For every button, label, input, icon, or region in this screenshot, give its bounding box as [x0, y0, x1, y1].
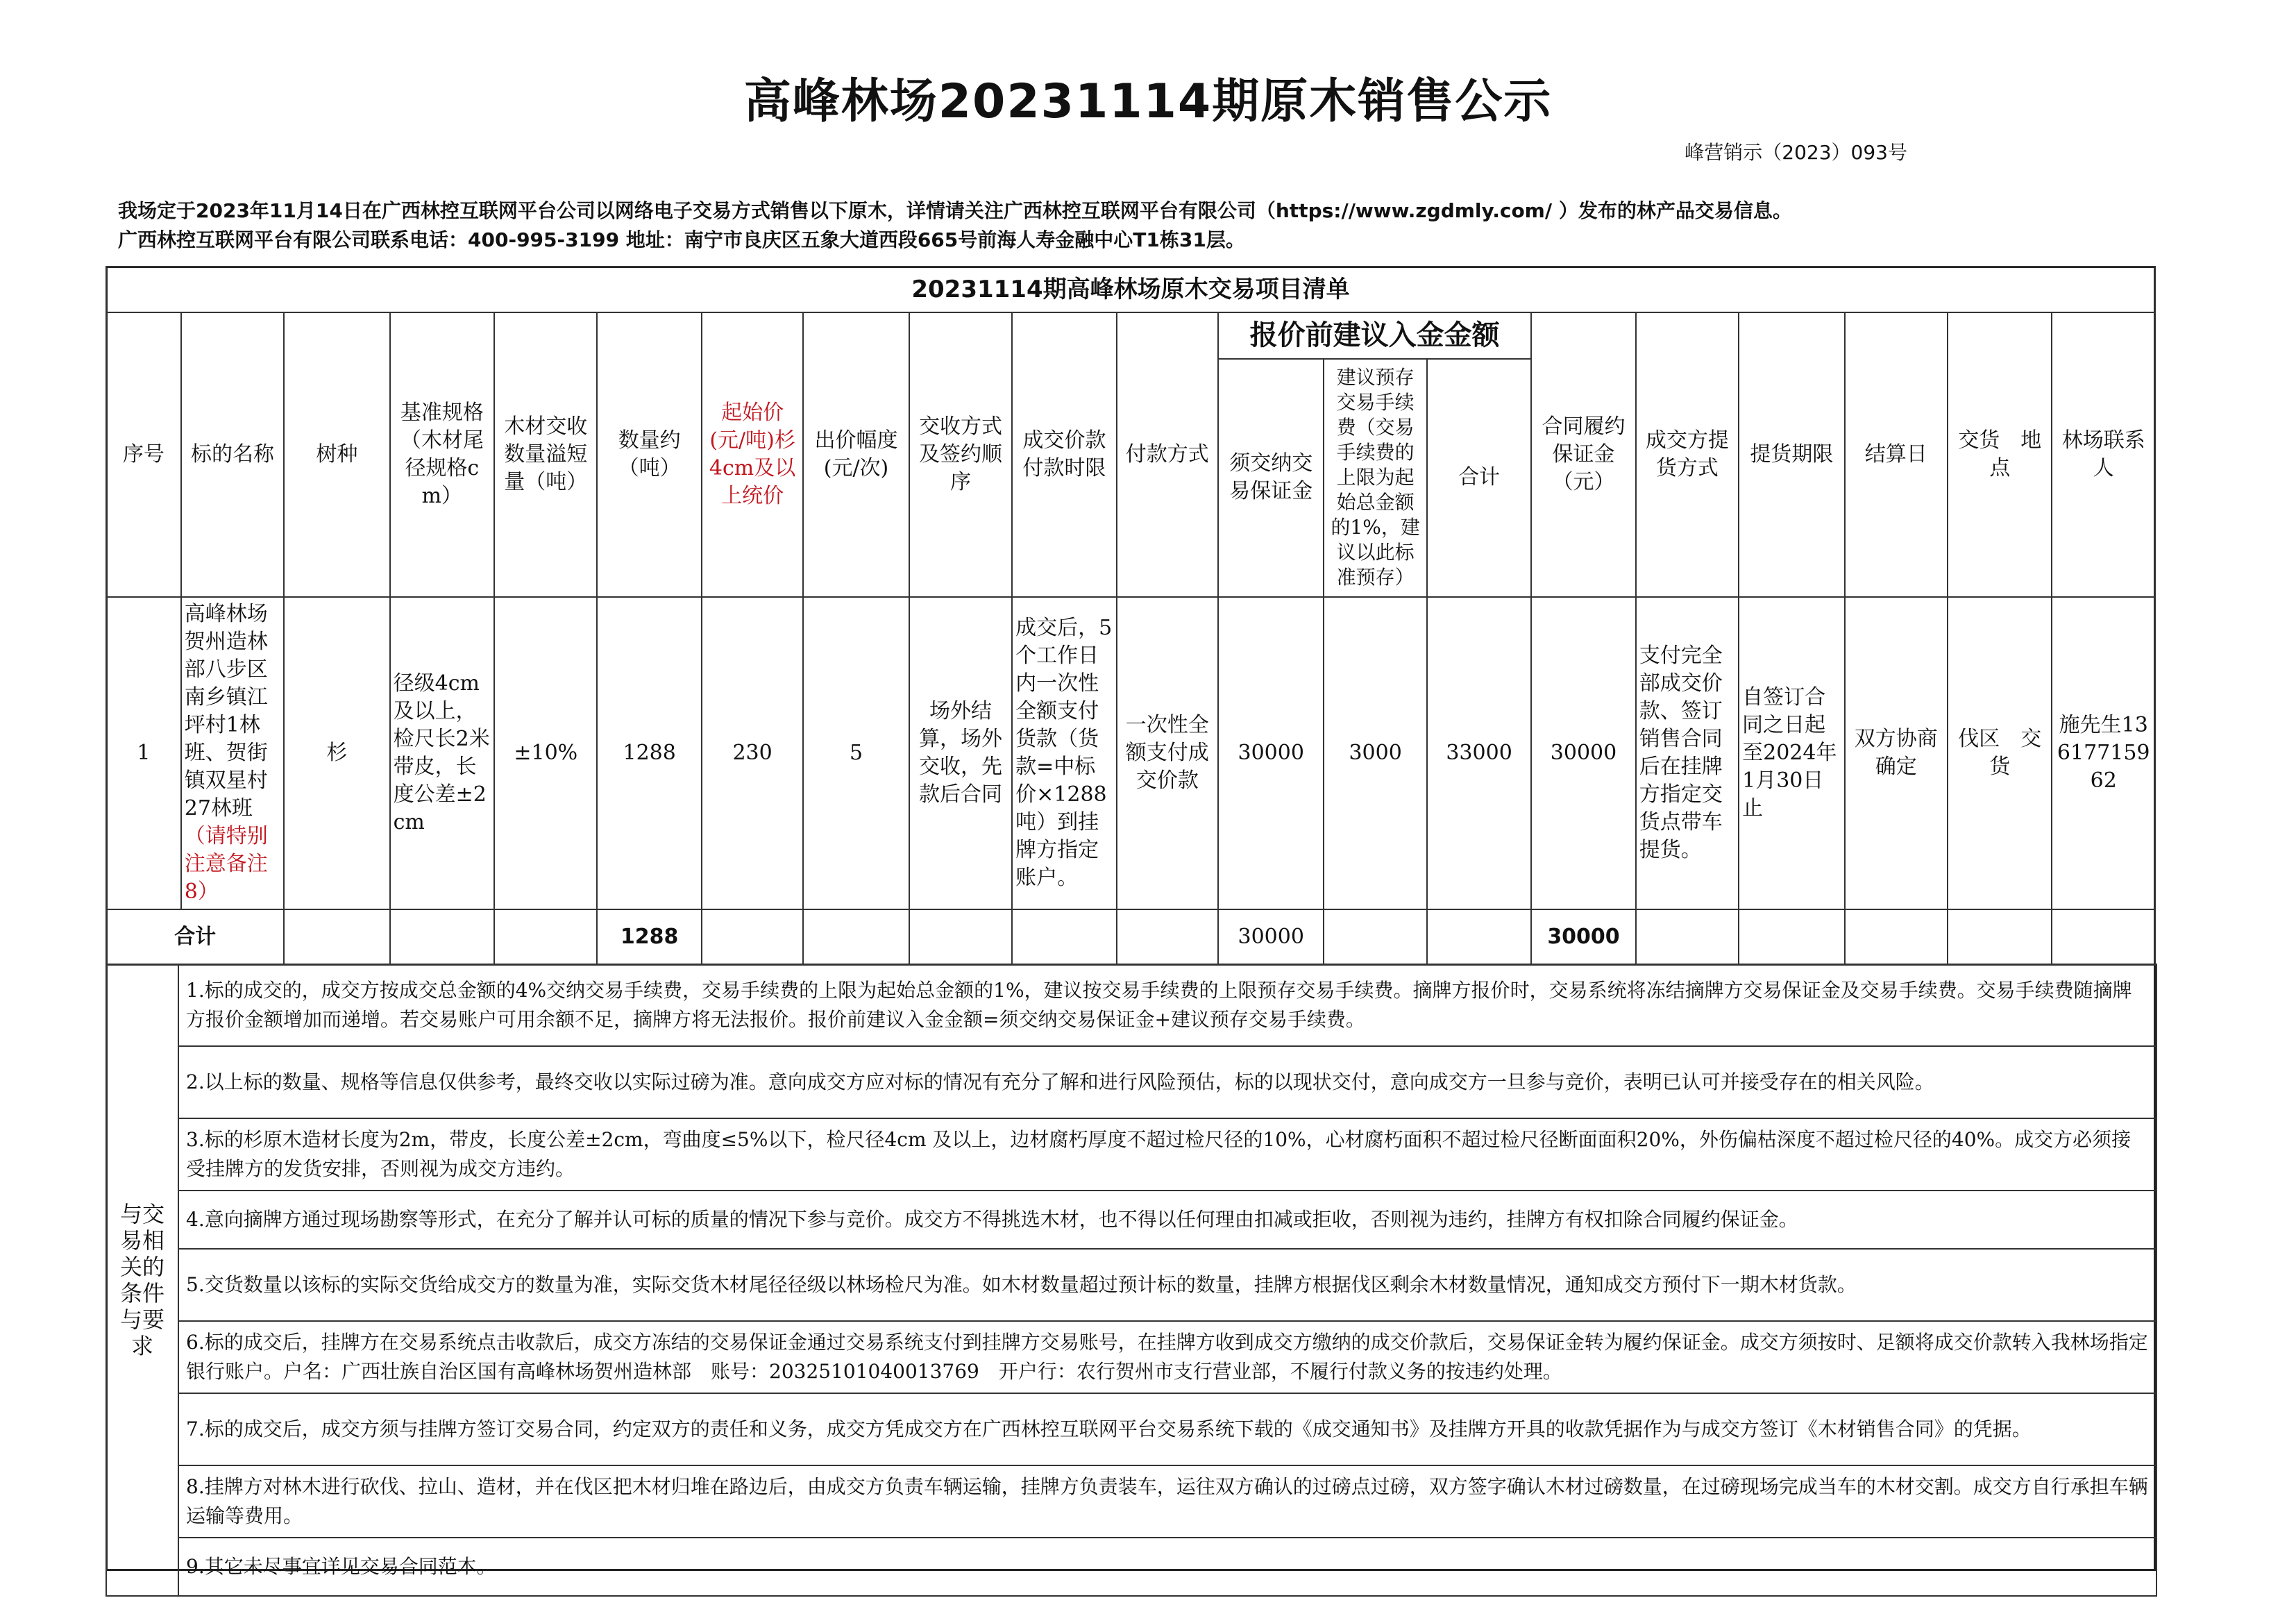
- conditions-table: [105, 964, 2157, 1597]
- document-number: 峰营销示（2023）093号: [1685, 141, 1907, 164]
- header-seq: 序号: [106, 312, 181, 597]
- header-group-prepay: 报价前建议入金金额: [1218, 312, 1531, 359]
- intro-line-2: 广西林控互联网平台有限公司联系电话：400-995-3199 地址：南宁市良庆区五象大道西段665号前海人寿金融中心T1栋31层。: [118, 228, 1245, 251]
- header-deposit: 须交纳交易保证金: [1218, 359, 1324, 597]
- total-empty-species: [284, 909, 389, 965]
- header-increment: 出价幅度(元/次): [803, 312, 909, 597]
- cell-contact: 施先生13617715962: [2052, 597, 2155, 909]
- total-empty-period: [1739, 909, 1844, 965]
- header-name: 标的名称: [181, 312, 284, 597]
- header-start-price: 起始价(元/吨)杉4cm及以上统价: [702, 312, 803, 597]
- table-row: [106, 597, 2155, 909]
- header-settle-day: 结算日: [1845, 312, 1948, 597]
- total-performance: 30000: [1531, 909, 1635, 965]
- header-location: 交货 地点: [1948, 312, 2052, 597]
- total-empty-tolerance: [494, 909, 597, 965]
- cell-name-note: （请特别注意备注8）: [184, 824, 268, 904]
- header-tolerance: 木材交收数量溢短量（吨）: [494, 312, 597, 597]
- header-fee: 建议预存交易手续费（交易手续费的上限为起始总金额的1%，建议以此标准预存）: [1324, 359, 1426, 597]
- header-contact: 林场联系人: [2052, 312, 2155, 597]
- intro-line-1: 我场定于2023年11月14日在广西林控互联网平台公司以网络电子交易方式销售以下原木，详情请关注广西林控互联网平台有限公司（https://www.zgdmly.com/ ）发布的林产品交易信息。: [118, 199, 1792, 222]
- condition-item: 2.以上标的数量、规格等信息仅供参考，最终交收以实际过磅为准。意向成交方应对标的情况有充分了解和进行风险预估，标的以现状交付，意向成交方一旦参与竞价，表明已认可并接受存在的相关风险。: [178, 1046, 2156, 1118]
- total-label: 合计: [106, 909, 284, 965]
- condition-item: 1.标的成交的，成交方按成交总金额的4%交纳交易手续费，交易手续费的上限为起始总金额的1%，建议按交易手续费的上限预存交易手续费。摘牌方报价时，交易系统将冻结摘牌方交易保证金及交易手续费。交易手续费随摘牌方报价金额增加而递增。若交易账户可用余额不足，摘牌方将无法报价。报价前建议入金金额=须交纳交易保证金+建议预存交易手续费。: [178, 964, 2156, 1046]
- total-empty-contact: [2052, 909, 2155, 965]
- cell-settle-day: 双方协商确定: [1845, 597, 1948, 909]
- items-table: [105, 266, 2156, 966]
- condition-item: 4.意向摘牌方通过现场勘察等形式，在充分了解并认可标的质量的情况下参与竞价。成交方不得挑选木材，也不得以任何理由扣减或拒收，否则视为违约，挂牌方有权扣除合同履约保证金。: [178, 1191, 2156, 1249]
- cell-increment: 5: [803, 597, 909, 909]
- total-empty-pickup: [1636, 909, 1739, 965]
- condition-item: 9.其它未尽事宜详见交易合同范本。: [178, 1538, 2156, 1596]
- cell-delivery-mode: 场外结算，场外交收，先款后合同: [909, 597, 1012, 909]
- condition-item: 6.标的成交后，挂牌方在交易系统点击收款后，成交方冻结的交易保证金通过交易系统支付到挂牌方交易账号，在挂牌方收到成交方缴纳的成交价款后，交易保证金转为履约保证金。成交方须按时、足额将成交价款转入我林场指定银行账户。户名：广西壮族自治区国有高峰林场贺州造林部 账号：20325101040013769 开户行：农行贺州市支行营业部，不履行付款义务的按违约处理。: [178, 1321, 2156, 1393]
- header-species: 树种: [284, 312, 389, 597]
- cell-species: 杉: [284, 597, 389, 909]
- condition-item: 8.挂牌方对林木进行砍伐、拉山、造材，并在伐区把木材归堆在路边后，由成交方负责车辆运输，挂牌方负责装车，运往双方确认的过磅点过磅，双方签字确认木材过磅数量，在过磅现场完成当车的木材交割。成交方自行承担车辆运输等费用。: [178, 1465, 2156, 1538]
- cell-pickup-period: 自签订合同之日起至2024年1月30日止: [1739, 597, 1844, 909]
- header-pay-time: 成交价款付款时限: [1012, 312, 1116, 597]
- total-empty-total: [1427, 909, 1531, 965]
- cell-start-price: 230: [702, 597, 803, 909]
- header-qty: 数量约（吨）: [597, 312, 701, 597]
- condition-item: 3.标的杉原木造材长度为2m，带皮，长度公差±2cm，弯曲度≤5%以下，检尺径4cm 及以上，边材腐朽厚度不超过检尺径的10%，心材腐朽面积不超过检尺径断面面积20%，外伤偏枯深度不超过检尺径的40%。成交方必须接受挂牌方的发货安排，否则视为成交方违约。: [178, 1118, 2156, 1191]
- total-qty: 1288: [597, 909, 701, 965]
- total-empty-location: [1948, 909, 2052, 965]
- total-empty-fee: [1324, 909, 1426, 965]
- header-delivery-mode: 交收方式及签约顺序: [909, 312, 1012, 597]
- header-pay-method: 付款方式: [1117, 312, 1218, 597]
- header-performance: 合同履约保证金（元）: [1531, 312, 1635, 597]
- total-empty-price: [702, 909, 803, 965]
- conditions-side-label: 与交易相关的条件与要求: [106, 964, 178, 1596]
- total-empty-paytime: [1012, 909, 1116, 965]
- header-spec: 基准规格（木材尾径规格cm）: [390, 312, 494, 597]
- cell-performance: 30000: [1531, 597, 1635, 909]
- total-deposit: 30000: [1218, 909, 1324, 965]
- header-total: 合计: [1427, 359, 1531, 597]
- total-row: [106, 909, 2155, 965]
- cell-location: 伐区 交货: [1948, 597, 2052, 909]
- cell-pay-time: 成交后，5个工作日内一次性全额支付货款（货款=中标价×1288吨）到挂牌方指定账户。: [1012, 597, 1116, 909]
- cell-name: [181, 597, 284, 909]
- total-empty-increment: [803, 909, 909, 965]
- cell-total: 33000: [1427, 597, 1531, 909]
- cell-spec: 径级4cm及以上，检尺长2米带皮，长度公差±2cm: [390, 597, 494, 909]
- total-empty-spec: [390, 909, 494, 965]
- cell-tolerance: ±10%: [494, 597, 597, 909]
- cell-pickup-mode: 支付完全部成交价款、签订销售合同后在挂牌方指定交货点带车提货。: [1636, 597, 1739, 909]
- cell-fee: 3000: [1324, 597, 1426, 909]
- table-title: 20231114期高峰林场原木交易项目清单: [106, 267, 2155, 312]
- cell-deposit: 30000: [1218, 597, 1324, 909]
- condition-item: 5.交货数量以该标的实际交货给成交方的数量为准，实际交货木材尾径径级以林场检尺为准。如木材数量超过预计标的数量，挂牌方根据伐区剩余木材数量情况，通知成交方预付下一期木材货款。: [178, 1249, 2156, 1321]
- page-title: 高峰林场20231114期原木销售公示: [743, 74, 1553, 129]
- cell-seq: 1: [106, 597, 181, 909]
- cell-name-text: 高峰林场贺州造林部八步区南乡镇江坪村1林班、贺街镇双星村27林班: [184, 602, 268, 821]
- total-empty-paymethod: [1117, 909, 1218, 965]
- header-pickup-mode: 成交方提货方式: [1636, 312, 1739, 597]
- condition-item: 7.标的成交后，成交方须与挂牌方签订交易合同，约定双方的责任和义务，成交方凭成交方在广西林控互联网平台交易系统下载的《成交通知书》及挂牌方开具的收款凭据作为与成交方签订《木材销售合同》的凭据。: [178, 1393, 2156, 1465]
- total-empty-settle: [1845, 909, 1948, 965]
- cell-pay-method: 一次性全额支付成交价款: [1117, 597, 1218, 909]
- header-pickup-period: 提货期限: [1739, 312, 1844, 597]
- total-empty-delivery: [909, 909, 1012, 965]
- cell-qty: 1288: [597, 597, 701, 909]
